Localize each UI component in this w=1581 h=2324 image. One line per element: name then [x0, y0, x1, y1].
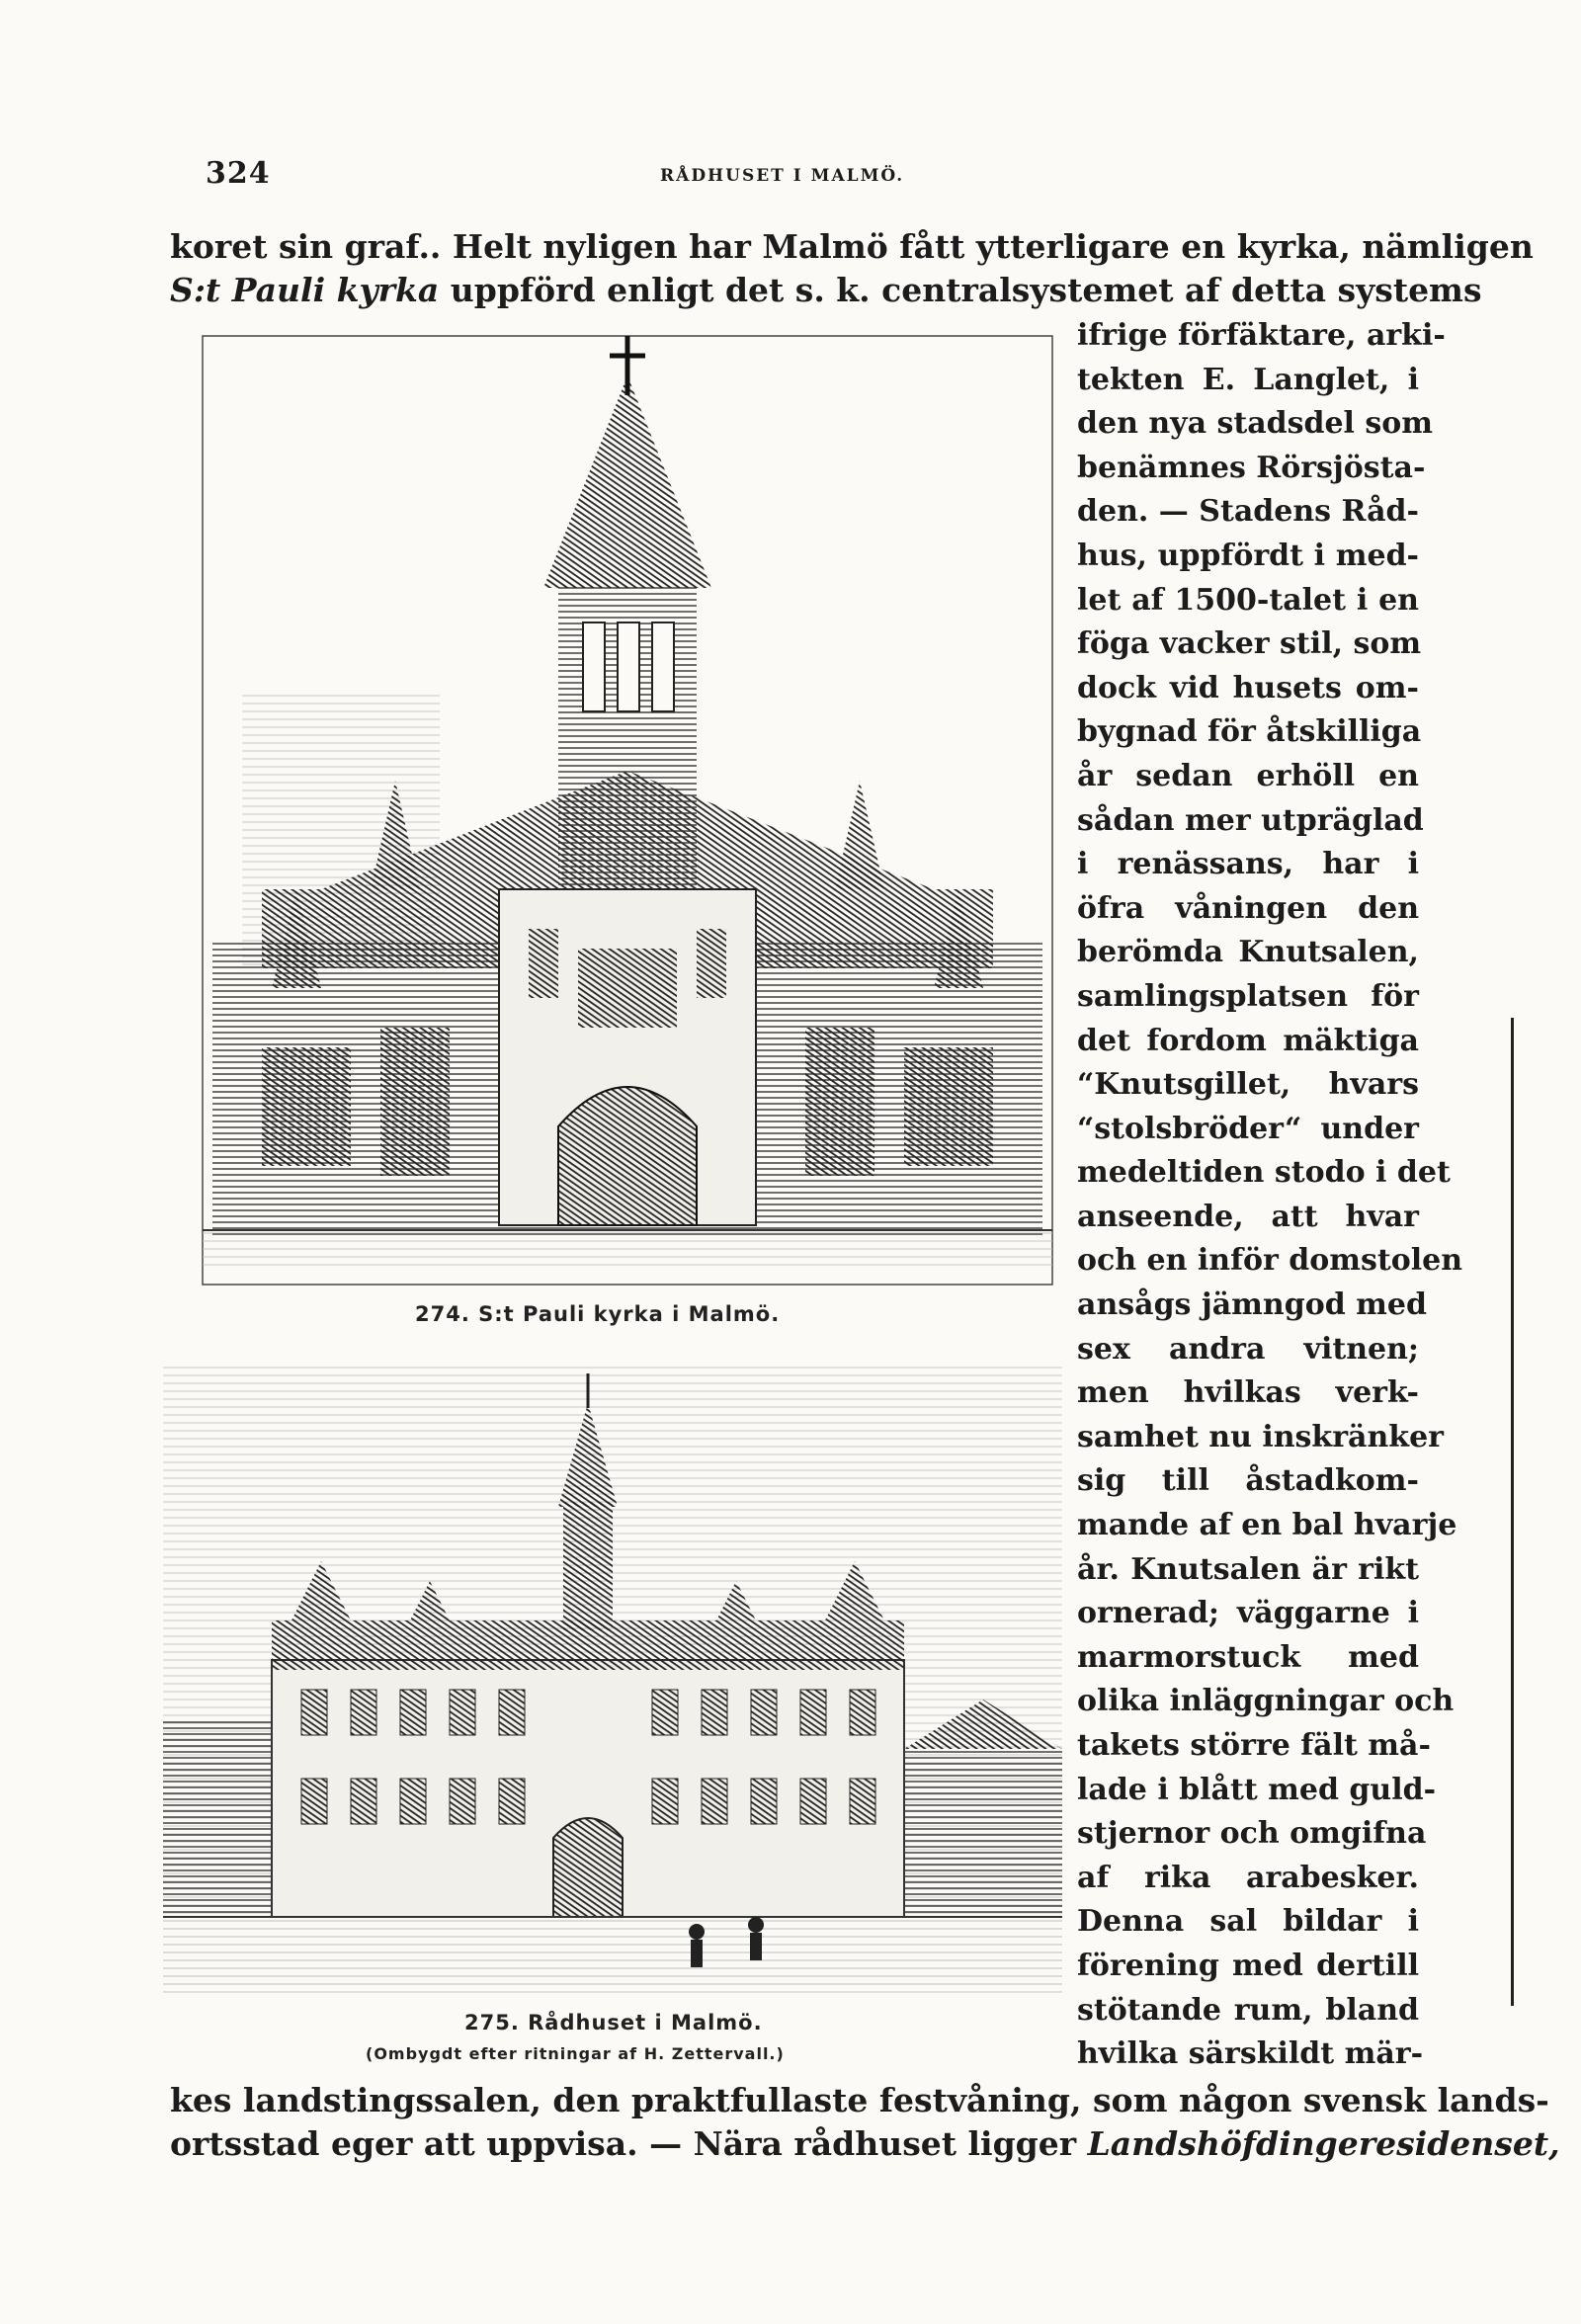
- closing-line-1: kes landstingssalen, den praktfullaste festvåning, som någon svensk lands-: [170, 2081, 1549, 2119]
- column-line: år. Knutsalen är rikt: [1077, 1551, 1419, 1587]
- figure-town-hall: [163, 1364, 1062, 1996]
- column-line: samlingsplatsen för: [1077, 978, 1419, 1014]
- page-number: 324: [206, 156, 271, 191]
- column-line: sig till åstadkom-: [1077, 1463, 1419, 1499]
- column-line: benämnes Rörsjösta-: [1077, 450, 1426, 485]
- column-line: i renässans, har i: [1077, 847, 1419, 882]
- column-line: marmorstuck med: [1077, 1639, 1419, 1675]
- column-line: ansågs jämngod med: [1077, 1287, 1427, 1323]
- closing-line-2: [170, 2122, 1560, 2166]
- column-line: sådan mer utpräglad: [1077, 802, 1424, 838]
- column-line: hvilka särskildt mär-: [1077, 2036, 1424, 2072]
- column-line: sex andra vitnen;: [1077, 1331, 1419, 1367]
- column-line: let af 1500-talet i en: [1077, 582, 1419, 618]
- intro-line-1: koret sin graf.. Helt nyligen har Malmö fått ytterligare en kyrka, nämligen: [170, 227, 1534, 266]
- column-line: medeltiden stodo i det: [1077, 1155, 1451, 1191]
- town-hall-engraving-icon: [163, 1364, 1062, 1996]
- column-line: berömda Knutsalen,: [1077, 935, 1419, 970]
- intro-italic-church: S:t Pauli kyrka: [170, 271, 440, 309]
- column-line: år sedan erhöll en: [1077, 758, 1419, 793]
- column-line: det fordom mäktiga: [1077, 1023, 1419, 1058]
- figure-275-caption: 275. Rådhuset i Malmö.: [464, 2011, 763, 2034]
- column-line: ornerad; väggarne i: [1077, 1596, 1419, 1631]
- closing-italic-residence: Landshöfdingeresidenset,: [1087, 2124, 1560, 2163]
- column-line: föga vacker stil, som: [1077, 626, 1422, 662]
- column-line: dock vid husets om-: [1077, 670, 1419, 706]
- column-line: ifrige förfäktare, arki-: [1077, 318, 1446, 353]
- column-line: och en inför domstolen: [1077, 1243, 1463, 1279]
- figure-274-caption: 274. S:t Pauli kyrka i Malmö.: [415, 1302, 781, 1326]
- column-line: lade i blått med guld-: [1077, 1772, 1437, 1807]
- column-line: öfra våningen den: [1077, 890, 1419, 926]
- column-line: Denna sal bildar i: [1077, 1904, 1419, 1940]
- column-line: bygnad för åtskilliga: [1077, 714, 1422, 750]
- column-line: samhet nu inskränker: [1077, 1419, 1444, 1454]
- column-line: den nya stadsdel som: [1077, 406, 1434, 442]
- column-line: “Knutsgillet, hvars: [1077, 1067, 1419, 1103]
- figure-st-pauli-church: [203, 336, 1052, 1285]
- column-line: “stolsbröder“ under: [1077, 1111, 1419, 1146]
- closing-line-2-rest: ortsstad eger att uppvisa. — Nära rådhuset ligger: [170, 2124, 1088, 2163]
- intro-line-2: [170, 269, 1482, 312]
- column-line: mande af en bal hvarje: [1077, 1508, 1457, 1543]
- column-line: takets större fält må-: [1077, 1728, 1431, 1763]
- column-line: tekten E. Langlet, i: [1077, 362, 1419, 397]
- intro-line-2-rest: uppförd enligt det s. k. centralsystemet af detta systems: [439, 271, 1482, 309]
- running-title: RÅDHUSET I MALMÖ.: [660, 166, 905, 186]
- right-text-column: [1077, 314, 1463, 2077]
- column-line: den. — Stadens Råd-: [1077, 494, 1419, 530]
- column-line: men hvilkas verk-: [1077, 1375, 1419, 1411]
- figure-275-credit: (Ombygdt efter ritningar af H. Zettervall.): [366, 2044, 785, 2063]
- column-line: stötande rum, bland: [1077, 1992, 1419, 2028]
- page-edge-mark: [1511, 1018, 1514, 2006]
- column-line: olika inläggningar och: [1077, 1684, 1455, 1719]
- church-engraving-icon: [203, 336, 1052, 1285]
- column-line: hus, uppfördt i med-: [1077, 538, 1419, 573]
- column-line: stjernor och omgifna: [1077, 1816, 1427, 1852]
- column-line: anseende, att hvar: [1077, 1199, 1419, 1234]
- column-line: förening med dertill: [1077, 1948, 1419, 1983]
- column-line: af rika arabesker.: [1077, 1860, 1419, 1895]
